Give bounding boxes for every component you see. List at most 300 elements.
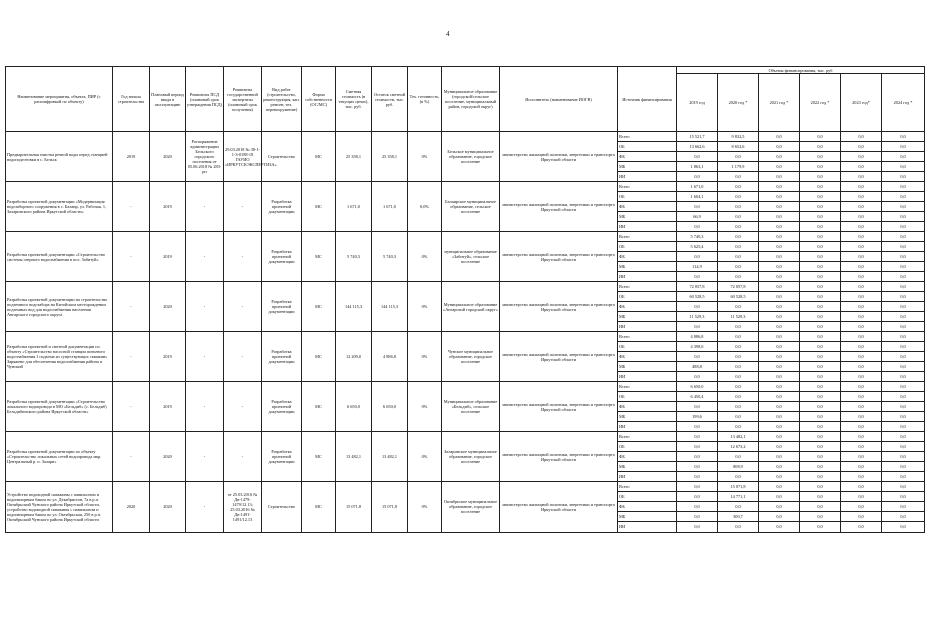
fin-value-cell: 13 482,1 bbox=[718, 432, 759, 442]
fin-value-cell: 0,0 bbox=[759, 182, 800, 192]
fin-source-label: ИИ bbox=[618, 522, 677, 533]
fin-value-cell: 0,0 bbox=[841, 151, 882, 161]
fin-value-cell: 0,0 bbox=[882, 221, 925, 232]
project-municipality: Чунское муниципальное образование, городское поселение bbox=[442, 332, 500, 382]
fin-value-cell: 0,0 bbox=[718, 191, 759, 201]
header-fin-source: Источник финансирования bbox=[618, 67, 677, 132]
fin-value-cell: 0,0 bbox=[841, 471, 882, 482]
project-ownership: МС bbox=[302, 132, 336, 182]
project-year-start: 2020 bbox=[113, 482, 150, 532]
project-est-cost: 144 115,3 bbox=[336, 282, 372, 332]
fin-value-cell: 0,0 bbox=[882, 402, 925, 412]
fin-source-label: ФБ bbox=[618, 301, 677, 311]
fin-value-cell: 0,0 bbox=[718, 361, 759, 371]
fin-value-cell: 0,0 bbox=[882, 512, 925, 522]
fin-value-cell: 0,0 bbox=[718, 301, 759, 311]
project-year-plan: 2019 bbox=[150, 382, 186, 432]
project-municipality: муниципальное образование «Забитуй», сельское поселение bbox=[442, 232, 500, 282]
fin-value-cell: 72 057,8 bbox=[677, 282, 718, 292]
fin-value-cell: 0,0 bbox=[718, 352, 759, 362]
fin-value-cell: 1 863,1 bbox=[677, 161, 718, 171]
fin-value-cell: 0,0 bbox=[677, 301, 718, 311]
project-residual: 1 671,0 bbox=[372, 182, 408, 232]
fin-value-cell: 0,0 bbox=[759, 402, 800, 412]
fin-value-cell: 0,0 bbox=[841, 432, 882, 442]
table-row bbox=[6, 382, 925, 392]
fin-source-label: ОБ bbox=[618, 191, 677, 201]
project-readiness: 0,0% bbox=[408, 182, 442, 232]
fin-value-cell: 0,0 bbox=[841, 342, 882, 352]
header-readiness: Тех. готовность, (в %) bbox=[408, 67, 442, 132]
fin-value-cell: 0,0 bbox=[677, 221, 718, 232]
project-readiness: 0% bbox=[408, 432, 442, 482]
fin-value-cell: 0,0 bbox=[759, 261, 800, 271]
fin-value-cell: 0,0 bbox=[841, 352, 882, 362]
fin-value-cell: 0,0 bbox=[718, 251, 759, 261]
table-body bbox=[6, 132, 925, 533]
project-year-plan: 2019 bbox=[150, 182, 186, 232]
fin-value-cell: 0,0 bbox=[759, 421, 800, 432]
header-expertise: Реквизиты государственной экспертизы (плановый срок получения) bbox=[224, 67, 262, 132]
fin-value-cell: 0,0 bbox=[677, 171, 718, 182]
fin-value-cell: 0,0 bbox=[718, 452, 759, 462]
fin-source-label: Всего bbox=[618, 482, 677, 492]
fin-value-cell: 14 771,1 bbox=[718, 492, 759, 502]
fin-value-cell: 0,0 bbox=[841, 452, 882, 462]
fin-value-cell: 0,0 bbox=[718, 261, 759, 271]
fin-source-label: ФБ bbox=[618, 502, 677, 512]
fin-value-cell: 0,0 bbox=[882, 261, 925, 271]
fin-value-cell: 0,0 bbox=[759, 382, 800, 392]
fin-value-cell: 0,0 bbox=[841, 301, 882, 311]
project-residual: 144 115,3 bbox=[372, 282, 408, 332]
project-municipality: Заларинское муниципальное образование, городское поселение bbox=[442, 432, 500, 482]
fin-source-label: ФБ bbox=[618, 352, 677, 362]
fin-value-cell: 0,0 bbox=[718, 382, 759, 392]
fin-value-cell: 0,0 bbox=[800, 201, 841, 211]
fin-value-cell: 0,0 bbox=[882, 301, 925, 311]
fin-value-cell: 0,0 bbox=[718, 402, 759, 412]
project-municipality: Октябрьское муниципальное образование, городское поселение bbox=[442, 482, 500, 532]
fin-value-cell: 5 625,4 bbox=[677, 242, 718, 252]
fin-value-cell: 0,0 bbox=[759, 191, 800, 201]
fin-value-cell: 0,0 bbox=[718, 421, 759, 432]
fin-value-cell: 0,0 bbox=[800, 361, 841, 371]
project-est-cost: 6 650,0 bbox=[336, 382, 372, 432]
fin-value-cell: 4 886,8 bbox=[677, 332, 718, 342]
fin-value-cell: 0,0 bbox=[882, 392, 925, 402]
header-year: 2023 год* bbox=[841, 74, 882, 132]
project-psd: - bbox=[186, 232, 224, 282]
fin-value-cell: 0,0 bbox=[718, 342, 759, 352]
fin-source-label: Всего bbox=[618, 282, 677, 292]
fin-value-cell: 0,0 bbox=[677, 371, 718, 382]
fin-value-cell: 0,0 bbox=[800, 141, 841, 151]
project-readiness: 0% bbox=[408, 482, 442, 532]
fin-value-cell: 0,0 bbox=[759, 141, 800, 151]
fin-value-cell: 0,0 bbox=[759, 411, 800, 421]
table-row bbox=[6, 132, 925, 142]
fin-value-cell: 0,0 bbox=[759, 392, 800, 402]
fin-source-label: ОБ bbox=[618, 392, 677, 402]
fin-value-cell: 0,0 bbox=[882, 332, 925, 342]
header-year-plan: Плановый период ввода в эксплуатацию bbox=[150, 67, 186, 132]
project-year-start: - bbox=[113, 182, 150, 232]
project-readiness: 0% bbox=[408, 382, 442, 432]
project-residual: 25 358,1 bbox=[372, 132, 408, 182]
fin-value-cell: 0,0 bbox=[841, 141, 882, 151]
fin-value-cell: 1 671,0 bbox=[677, 182, 718, 192]
fin-value-cell: 0,0 bbox=[759, 371, 800, 382]
fin-value-cell: 0,0 bbox=[800, 191, 841, 201]
fin-value-cell: 0,0 bbox=[677, 482, 718, 492]
fin-value-cell: 0,0 bbox=[841, 211, 882, 221]
fin-value-cell: 0,0 bbox=[882, 411, 925, 421]
fin-value-cell: 0,0 bbox=[759, 271, 800, 282]
fin-value-cell: 0,0 bbox=[882, 242, 925, 252]
fin-value-cell: 0,0 bbox=[841, 251, 882, 261]
fin-source-label: МБ bbox=[618, 361, 677, 371]
fin-value-cell: 12 673,2 bbox=[718, 442, 759, 452]
header-ownership: Форма собственности (ОС/МС) bbox=[302, 67, 336, 132]
fin-source-label: Всего bbox=[618, 132, 677, 142]
fin-value-cell: 0,0 bbox=[800, 392, 841, 402]
fin-source-label: МБ bbox=[618, 211, 677, 221]
fin-value-cell: 0,0 bbox=[841, 132, 882, 142]
fin-source-label: ИИ bbox=[618, 271, 677, 282]
fin-value-cell: 0,0 bbox=[677, 402, 718, 412]
project-name: Разработка проектной и сметной документации по объекту «Строительство насосной станции питьевого водоснабжения 1 подъема из сущеcтвующих скважин» Заряжено для обеспечения водоснабжения района п Чунский bbox=[6, 332, 113, 382]
project-work-type: Разработка проектной документации bbox=[262, 282, 302, 332]
fin-value-cell: 15 521,7 bbox=[677, 132, 718, 142]
fin-value-cell: 0,0 bbox=[882, 352, 925, 362]
fin-value-cell: 0,0 bbox=[677, 492, 718, 502]
table-row bbox=[6, 182, 925, 192]
fin-value-cell: 0,0 bbox=[882, 191, 925, 201]
fin-value-cell: 0,0 bbox=[759, 242, 800, 252]
fin-value-cell: 0,0 bbox=[759, 161, 800, 171]
fin-value-cell: 0,0 bbox=[677, 442, 718, 452]
fin-value-cell: 0,0 bbox=[882, 442, 925, 452]
fin-value-cell: 0,0 bbox=[800, 171, 841, 182]
fin-value-cell: 0,0 bbox=[882, 371, 925, 382]
fin-value-cell: 0,0 bbox=[800, 462, 841, 472]
fin-value-cell: 0,0 bbox=[759, 462, 800, 472]
project-executor: министерство жилищной политики, энергетики и транспорта Иркутской области bbox=[500, 282, 618, 332]
fin-value-cell: 0,0 bbox=[841, 421, 882, 432]
fin-value-cell: 0,0 bbox=[677, 462, 718, 472]
fin-value-cell: 0,0 bbox=[841, 171, 882, 182]
fin-source-label: МБ bbox=[618, 261, 677, 271]
fin-value-cell: 0,0 bbox=[882, 502, 925, 512]
project-year-start: - bbox=[113, 382, 150, 432]
fin-value-cell: 0,0 bbox=[759, 292, 800, 302]
fin-value-cell: 0,0 bbox=[882, 432, 925, 442]
project-name: Устройство водоводной скважины с павильоном и водонапорным баком по ул. Декабристов, 7а в р.п. Октябрьский Чунского района Иркутской области, устройство водоводной скважины с павильоном и водонапорным баком по ул. Октябрьская, 25б в р.п. Октябрьский Чунского района Иркутской области bbox=[6, 482, 113, 532]
fin-value-cell: 0,0 bbox=[882, 492, 925, 502]
fin-value-cell: 0,0 bbox=[718, 271, 759, 282]
fin-value-cell: 0,0 bbox=[759, 492, 800, 502]
fin-value-cell: 0,0 bbox=[759, 361, 800, 371]
project-municipality: Бельское муниципальное образование, городское поселение bbox=[442, 132, 500, 182]
fin-value-cell: 0,0 bbox=[841, 522, 882, 533]
fin-value-cell: 0,0 bbox=[800, 442, 841, 452]
fin-value-cell: 0,0 bbox=[718, 232, 759, 242]
fin-value-cell: 0,0 bbox=[882, 452, 925, 462]
fin-value-cell: 4 398,0 bbox=[677, 342, 718, 352]
project-executor: министерство жилищной политики, энергетики и транспорта Иркутской области bbox=[500, 382, 618, 432]
fin-value-cell: 0,0 bbox=[718, 411, 759, 421]
fin-value-cell: 0,0 bbox=[800, 482, 841, 492]
fin-value-cell: 0,0 bbox=[800, 182, 841, 192]
fin-value-cell: 0,0 bbox=[759, 311, 800, 321]
fin-value-cell: 808,9 bbox=[718, 462, 759, 472]
fin-value-cell: 0,0 bbox=[759, 221, 800, 232]
fin-value-cell: 11 529,3 bbox=[677, 311, 718, 321]
table-row bbox=[6, 432, 925, 442]
fin-value-cell: 0,0 bbox=[841, 182, 882, 192]
fin-value-cell: 9 832,5 bbox=[718, 132, 759, 142]
project-work-type: Строительство bbox=[262, 132, 302, 182]
project-year-start: - bbox=[113, 332, 150, 382]
fin-value-cell: 0,0 bbox=[718, 211, 759, 221]
project-est-cost: 13 482,1 bbox=[336, 432, 372, 482]
fin-value-cell: 0,0 bbox=[759, 502, 800, 512]
fin-value-cell: 0,0 bbox=[800, 301, 841, 311]
project-name: Разработка проектной документации «Строительство системы озерного водоснабжения в пос. Забитуй» bbox=[6, 232, 113, 282]
fin-value-cell: 0,0 bbox=[718, 242, 759, 252]
project-year-plan: 2020 bbox=[150, 132, 186, 182]
fin-value-cell: 6 450,4 bbox=[677, 392, 718, 402]
project-psd: - bbox=[186, 482, 224, 532]
fin-value-cell: 0,0 bbox=[718, 182, 759, 192]
fin-value-cell: 0,0 bbox=[800, 261, 841, 271]
fin-value-cell: 0,0 bbox=[841, 232, 882, 242]
fin-value-cell: 0,0 bbox=[677, 251, 718, 261]
fin-value-cell: 0,0 bbox=[718, 471, 759, 482]
header-municipality: Муниципальное образование (городской/сельское поселение, муниципальный район, городской округ) bbox=[442, 67, 500, 132]
fin-value-cell: 0,0 bbox=[677, 321, 718, 332]
fin-value-cell: 0,0 bbox=[882, 471, 925, 482]
project-work-type: Разработка проектной документации bbox=[262, 332, 302, 382]
fin-value-cell: 0,0 bbox=[882, 482, 925, 492]
fin-value-cell: 0,0 bbox=[677, 201, 718, 211]
fin-value-cell: 0,0 bbox=[841, 382, 882, 392]
fin-value-cell: 0,0 bbox=[800, 321, 841, 332]
fin-value-cell: 0,0 bbox=[882, 232, 925, 242]
project-readiness: 0% bbox=[408, 232, 442, 282]
investment-table bbox=[5, 66, 925, 533]
fin-value-cell: 300,7 bbox=[718, 512, 759, 522]
fin-value-cell: 0,0 bbox=[759, 201, 800, 211]
fin-value-cell: 0,0 bbox=[841, 442, 882, 452]
project-name: Предварительная очистка речной воды перед станцией водоподготовки в с. Бельск bbox=[6, 132, 113, 182]
fin-value-cell: 0,0 bbox=[882, 171, 925, 182]
fin-value-cell: 0,0 bbox=[800, 382, 841, 392]
header-executor: Исполнитель (наименование ИОГВ) bbox=[500, 67, 618, 132]
fin-value-cell: 0,0 bbox=[800, 282, 841, 292]
project-readiness: 0% bbox=[408, 132, 442, 182]
fin-value-cell: 0,0 bbox=[882, 132, 925, 142]
fin-source-label: ИИ bbox=[618, 171, 677, 182]
project-readiness: 0% bbox=[408, 282, 442, 332]
project-name: Разработка проектной документации по объекту «Строительство локальных сетей водопровода мкр. Центральный р. п. Залари» bbox=[6, 432, 113, 482]
fin-value-cell: 0,0 bbox=[800, 371, 841, 382]
fin-value-cell: 0,0 bbox=[718, 522, 759, 533]
header-year: 2020 год * bbox=[718, 74, 759, 132]
project-ownership: МС bbox=[302, 232, 336, 282]
fin-value-cell: 0,0 bbox=[677, 471, 718, 482]
fin-value-cell: 0,0 bbox=[759, 301, 800, 311]
project-psd: - bbox=[186, 432, 224, 482]
fin-value-cell: 488,8 bbox=[677, 361, 718, 371]
project-year-start: - bbox=[113, 432, 150, 482]
project-residual: 13 482,1 bbox=[372, 432, 408, 482]
fin-value-cell: 0,0 bbox=[841, 221, 882, 232]
header-psd: Реквизиты ПСД (плановый срок утверждения ПСД) bbox=[186, 67, 224, 132]
fin-value-cell: 0,0 bbox=[759, 151, 800, 161]
project-expertise: - bbox=[224, 232, 262, 282]
fin-value-cell: 0,0 bbox=[882, 342, 925, 352]
fin-source-label: ФБ bbox=[618, 201, 677, 211]
project-psd: - bbox=[186, 332, 224, 382]
fin-value-cell: 1 604,1 bbox=[677, 191, 718, 201]
fin-value-cell: 0,0 bbox=[800, 342, 841, 352]
fin-value-cell: 0,0 bbox=[800, 512, 841, 522]
fin-source-label: ИИ bbox=[618, 221, 677, 232]
fin-value-cell: 0,0 bbox=[677, 522, 718, 533]
fin-value-cell: 0,0 bbox=[718, 321, 759, 332]
fin-value-cell: 0,0 bbox=[882, 151, 925, 161]
fin-value-cell: 0,0 bbox=[677, 421, 718, 432]
project-executor: министерство жилищной политики, энергетики и транспорта Иркутской области bbox=[500, 182, 618, 232]
fin-value-cell: 0,0 bbox=[759, 471, 800, 482]
header-year: 2019 год bbox=[677, 74, 718, 132]
fin-value-cell: 0,0 bbox=[882, 141, 925, 151]
fin-source-label: ИИ bbox=[618, 471, 677, 482]
fin-source-label: ИИ bbox=[618, 421, 677, 432]
fin-value-cell: 0,0 bbox=[800, 311, 841, 321]
project-psd: - bbox=[186, 382, 224, 432]
fin-value-cell: 0,0 bbox=[800, 502, 841, 512]
fin-value-cell: 0,0 bbox=[759, 522, 800, 533]
fin-value-cell: 0,0 bbox=[882, 462, 925, 472]
fin-value-cell: 0,0 bbox=[718, 332, 759, 342]
project-work-type: Строительство bbox=[262, 482, 302, 532]
project-residual: 4 886,8 bbox=[372, 332, 408, 382]
project-work-type: Разработка проектной документации bbox=[262, 182, 302, 232]
fin-value-cell: 11 529,3 bbox=[718, 311, 759, 321]
fin-value-cell: 0,0 bbox=[800, 492, 841, 502]
fin-value-cell: 0,0 bbox=[800, 402, 841, 412]
fin-value-cell: 0,0 bbox=[759, 432, 800, 442]
project-residual: 6 650,0 bbox=[372, 382, 408, 432]
fin-value-cell: 0,0 bbox=[759, 482, 800, 492]
fin-value-cell: 0,0 bbox=[677, 352, 718, 362]
fin-value-cell: 0,0 bbox=[800, 292, 841, 302]
fin-value-cell: 0,0 bbox=[759, 512, 800, 522]
project-year-plan: 2020 bbox=[150, 482, 186, 532]
fin-source-label: ФБ bbox=[618, 452, 677, 462]
fin-value-cell: 0,0 bbox=[677, 432, 718, 442]
fin-source-label: ФБ bbox=[618, 251, 677, 261]
fin-value-cell: 0,0 bbox=[800, 352, 841, 362]
fin-value-cell: 0,0 bbox=[759, 352, 800, 362]
fin-source-label: ОБ bbox=[618, 342, 677, 352]
fin-value-cell: 60 528,5 bbox=[718, 292, 759, 302]
fin-value-cell: 0,0 bbox=[718, 151, 759, 161]
fin-value-cell: 0,0 bbox=[841, 271, 882, 282]
project-municipality: Муниципальное образование «Бельдиб», сельское поселение bbox=[442, 382, 500, 432]
header-name: Наименование мероприятия, объекта, ПИР (с расшифровкой по объекту) bbox=[6, 67, 113, 132]
fin-source-label: МБ bbox=[618, 462, 677, 472]
project-ownership: МС bbox=[302, 182, 336, 232]
fin-value-cell: 8 652,6 bbox=[718, 141, 759, 151]
project-municipality: Балаирское муниципальное образование, сельское поселение bbox=[442, 182, 500, 232]
fin-value-cell: 0,0 bbox=[800, 421, 841, 432]
fin-value-cell: 0,0 bbox=[677, 512, 718, 522]
fin-value-cell: 0,0 bbox=[841, 361, 882, 371]
fin-value-cell: 0,0 bbox=[759, 442, 800, 452]
project-est-cost: 12 209,0 bbox=[336, 332, 372, 382]
fin-value-cell: 0,0 bbox=[759, 342, 800, 352]
project-est-cost: 15 071,8 bbox=[336, 482, 372, 532]
project-expertise: - bbox=[224, 282, 262, 332]
project-psd: - bbox=[186, 182, 224, 232]
fin-source-label: ОБ bbox=[618, 292, 677, 302]
table-row bbox=[6, 282, 925, 292]
fin-value-cell: 0,0 bbox=[718, 201, 759, 211]
header-year: 2024 год * bbox=[882, 74, 925, 132]
fin-value-cell: 0,0 bbox=[882, 421, 925, 432]
fin-value-cell: 6 650,0 bbox=[677, 382, 718, 392]
fin-value-cell: 114,9 bbox=[677, 261, 718, 271]
fin-value-cell: 0,0 bbox=[800, 151, 841, 161]
fin-value-cell: 0,0 bbox=[841, 332, 882, 342]
fin-value-cell: 0,0 bbox=[677, 271, 718, 282]
fin-value-cell: 15 071,8 bbox=[718, 482, 759, 492]
fin-source-label: МБ bbox=[618, 161, 677, 171]
fin-source-label: МБ bbox=[618, 512, 677, 522]
project-expertise: от 25.03.2016 № Дв-1479-1479/12.13; 25.03.2016 № Дв-1491-1491/12.13 bbox=[224, 482, 262, 532]
fin-value-cell: 0,0 bbox=[718, 171, 759, 182]
project-ownership: МС bbox=[302, 382, 336, 432]
fin-value-cell: 0,0 bbox=[800, 132, 841, 142]
fin-value-cell: 0,0 bbox=[841, 462, 882, 472]
fin-source-label: Всего bbox=[618, 382, 677, 392]
project-expertise: - bbox=[224, 332, 262, 382]
fin-value-cell: 0,0 bbox=[841, 492, 882, 502]
fin-value-cell: 0,0 bbox=[800, 232, 841, 242]
fin-source-label: ОБ bbox=[618, 242, 677, 252]
fin-value-cell: 0,0 bbox=[759, 332, 800, 342]
project-readiness: 0% bbox=[408, 332, 442, 382]
fin-value-cell: 0,0 bbox=[759, 321, 800, 332]
fin-value-cell: 0,0 bbox=[800, 211, 841, 221]
table-row bbox=[6, 332, 925, 342]
fin-value-cell: 0,0 bbox=[841, 161, 882, 171]
fin-source-label: Всего bbox=[618, 232, 677, 242]
fin-value-cell: 0,0 bbox=[841, 321, 882, 332]
fin-value-cell: 0,0 bbox=[882, 161, 925, 171]
project-name: Разработка проектной документации на строительство подземного водозабора на Китойском месторождении подземных вод для водоснабжения населения Ангарского городского округа bbox=[6, 282, 113, 332]
project-psd: - bbox=[186, 282, 224, 332]
project-municipality: Муниципальное образование «Ангарский городской округ» bbox=[442, 282, 500, 332]
project-expertise: 29.03.2018 № 38-1-1-3-0188-18 ГАУИО «ИРКУТСКЭКСПЕРТИЗА» bbox=[224, 132, 262, 182]
project-year-start: - bbox=[113, 282, 150, 332]
header-year: 2021 год * bbox=[759, 74, 800, 132]
fin-value-cell: 0,0 bbox=[882, 182, 925, 192]
